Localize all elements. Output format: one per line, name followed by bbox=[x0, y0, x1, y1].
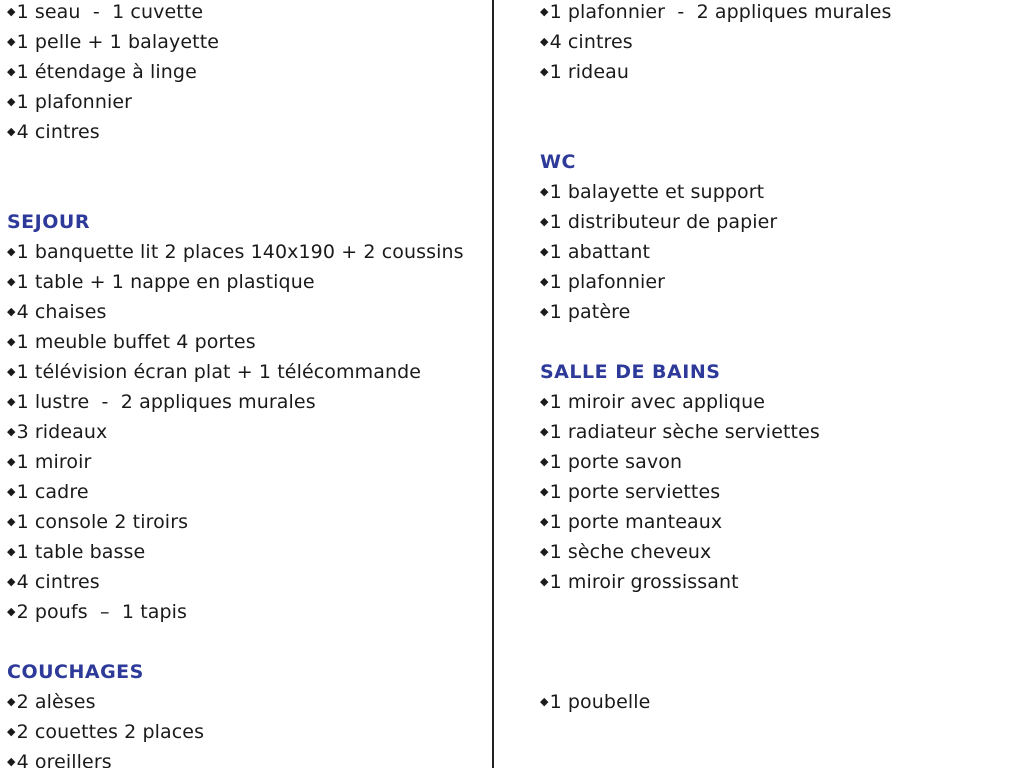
diamond-bullet-icon: ◆ bbox=[7, 575, 16, 588]
diamond-bullet-icon: ◆ bbox=[540, 185, 549, 198]
list-item: ◆2 alèses bbox=[7, 691, 96, 713]
list-item: ◆1 meuble buffet 4 portes bbox=[7, 331, 256, 353]
list-item: ◆1 miroir grossissant bbox=[540, 571, 739, 593]
list-item: ◆1 table + 1 nappe en plastique bbox=[7, 271, 315, 293]
diamond-bullet-icon: ◆ bbox=[7, 305, 16, 318]
diamond-bullet-icon: ◆ bbox=[540, 425, 549, 438]
list-item: ◆2 poufs – 1 tapis bbox=[7, 601, 188, 623]
diamond-bullet-icon: ◆ bbox=[540, 305, 549, 318]
diamond-bullet-icon: ◆ bbox=[7, 515, 16, 528]
diamond-bullet-icon: ◆ bbox=[540, 215, 549, 228]
diamond-bullet-icon: ◆ bbox=[7, 275, 16, 288]
list-item: ◆2 couettes 2 places bbox=[7, 721, 205, 743]
list-item: ◆4 cintres bbox=[7, 121, 100, 143]
section-heading-sejour: SEJOUR bbox=[7, 211, 90, 233]
section-heading-wc: WC bbox=[540, 151, 576, 173]
list-item: ◆1 table basse bbox=[7, 541, 146, 563]
diamond-bullet-icon: ◆ bbox=[540, 545, 549, 558]
section-heading-couchages: COUCHAGES bbox=[7, 661, 144, 683]
list-item: ◆1 radiateur sèche serviettes bbox=[540, 421, 820, 443]
list-item: ◆1 cadre bbox=[7, 481, 89, 503]
list-item: ◆1 pelle + 1 balayette bbox=[7, 31, 220, 53]
diamond-bullet-icon: ◆ bbox=[7, 35, 16, 48]
right-column bbox=[540, 0, 1020, 717]
diamond-bullet-icon: ◆ bbox=[7, 725, 16, 738]
diamond-bullet-icon: ◆ bbox=[7, 95, 16, 108]
list-item: ◆1 étendage à linge bbox=[7, 61, 197, 83]
diamond-bullet-icon: ◆ bbox=[7, 125, 16, 138]
diamond-bullet-icon: ◆ bbox=[7, 545, 16, 558]
list-item: ◆1 télévision écran plat + 1 télécommande bbox=[7, 361, 422, 383]
list-item: ◆1 porte manteaux bbox=[540, 511, 723, 533]
diamond-bullet-icon: ◆ bbox=[7, 245, 16, 258]
diamond-bullet-icon: ◆ bbox=[540, 65, 549, 78]
diamond-bullet-icon: ◆ bbox=[7, 5, 16, 18]
list-item: ◆1 miroir bbox=[7, 451, 92, 473]
diamond-bullet-icon: ◆ bbox=[540, 245, 549, 258]
diamond-bullet-icon: ◆ bbox=[540, 455, 549, 468]
list-item: ◆1 seau - 1 cuvette bbox=[7, 1, 204, 23]
diamond-bullet-icon: ◆ bbox=[7, 605, 16, 618]
list-item: ◆1 balayette et support bbox=[540, 181, 765, 203]
list-item: ◆1 plafonnier bbox=[7, 91, 133, 113]
list-item: ◆1 plafonnier - 2 appliques murales bbox=[540, 1, 892, 23]
list-item: ◆4 chaises bbox=[7, 301, 107, 323]
diamond-bullet-icon: ◆ bbox=[540, 695, 549, 708]
diamond-bullet-icon: ◆ bbox=[540, 5, 549, 18]
list-item: ◆1 banquette lit 2 places 140x190 + 2 coussins bbox=[7, 241, 464, 263]
diamond-bullet-icon: ◆ bbox=[7, 485, 16, 498]
list-item: ◆1 console 2 tiroirs bbox=[7, 511, 189, 533]
list-item: ◆1 plafonnier bbox=[540, 271, 666, 293]
diamond-bullet-icon: ◆ bbox=[540, 575, 549, 588]
list-item: ◆1 porte serviettes bbox=[540, 481, 721, 503]
left-column bbox=[7, 0, 487, 768]
diamond-bullet-icon: ◆ bbox=[540, 275, 549, 288]
diamond-bullet-icon: ◆ bbox=[7, 755, 16, 768]
diamond-bullet-icon: ◆ bbox=[7, 695, 16, 708]
diamond-bullet-icon: ◆ bbox=[7, 425, 16, 438]
diamond-bullet-icon: ◆ bbox=[7, 335, 16, 348]
diamond-bullet-icon: ◆ bbox=[7, 365, 16, 378]
diamond-bullet-icon: ◆ bbox=[540, 515, 549, 528]
list-item: ◆4 oreillers bbox=[7, 751, 112, 768]
diamond-bullet-icon: ◆ bbox=[540, 485, 549, 498]
list-item: ◆1 lustre - 2 appliques murales bbox=[7, 391, 316, 413]
list-item: ◆1 porte savon bbox=[540, 451, 683, 473]
list-item: ◆1 distributeur de papier bbox=[540, 211, 778, 233]
list-item: ◆4 cintres bbox=[540, 31, 633, 53]
section-heading-salle-de-bains: SALLE DE BAINS bbox=[540, 361, 721, 383]
column-divider bbox=[492, 0, 494, 768]
diamond-bullet-icon: ◆ bbox=[540, 35, 549, 48]
list-item: ◆1 patère bbox=[540, 301, 631, 323]
diamond-bullet-icon: ◆ bbox=[540, 395, 549, 408]
diamond-bullet-icon: ◆ bbox=[7, 455, 16, 468]
diamond-bullet-icon: ◆ bbox=[7, 65, 16, 78]
list-item: ◆1 rideau bbox=[540, 61, 630, 83]
list-item: ◆1 abattant bbox=[540, 241, 651, 263]
list-item: ◆3 rideaux bbox=[7, 421, 108, 443]
list-item: ◆4 cintres bbox=[7, 571, 100, 593]
list-item: ◆1 sèche cheveux bbox=[540, 541, 712, 563]
list-item: ◆1 poubelle bbox=[540, 691, 651, 713]
list-item: ◆1 miroir avec applique bbox=[540, 391, 766, 413]
diamond-bullet-icon: ◆ bbox=[7, 395, 16, 408]
